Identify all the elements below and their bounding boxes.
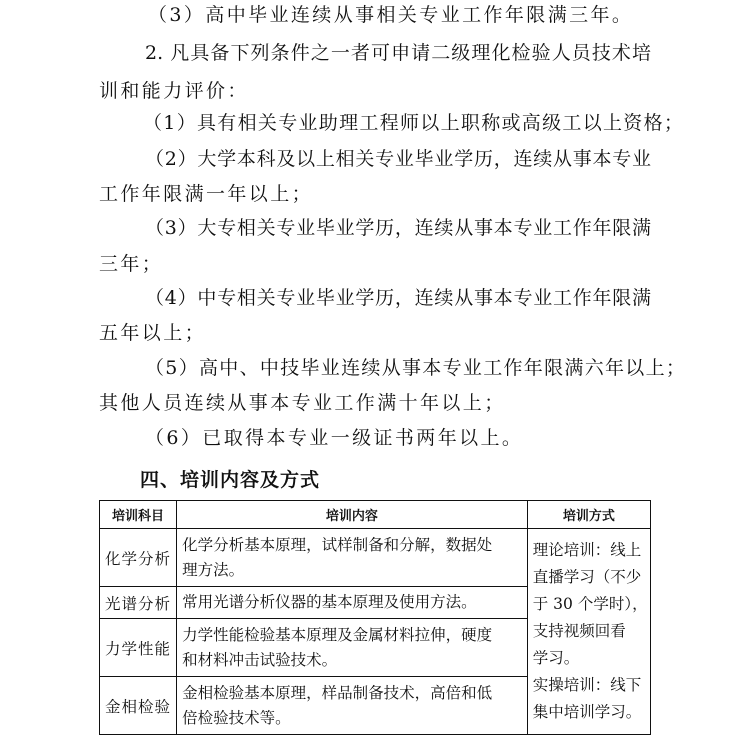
section-heading: 四、培训内容及方式	[140, 469, 321, 491]
paragraph-level2-condition-3-line-1: （3）大专相关专业毕业学历，连续从事本专业工作年限满	[145, 217, 651, 239]
paragraph-level2-condition-6: （6）已取得本专业一级证书两年以上。	[145, 427, 524, 449]
subject-cell: 化学分析	[100, 529, 177, 587]
method-line: 支持视频回看	[532, 622, 626, 640]
paragraph-level2-condition-2-line-1: （2）大学本科及以上相关专业毕业学历，连续从事本专业	[145, 148, 651, 170]
paragraph-level2-condition-2-line-2: 工作年限满一年以上；	[99, 183, 314, 205]
paragraph-level2-condition-1: （1）具有相关专业助理工程师以上职称或高级工以上资格；	[143, 112, 685, 134]
method-line: 学习。	[532, 649, 580, 667]
subject-cell: 光谱分析	[100, 587, 177, 619]
paragraph-item-2-line-1: 2. 凡具备下列条件之一者可申请二级理化检验人员技术培	[145, 42, 651, 64]
content-cell	[177, 587, 528, 619]
subject-cell: 力学性能	[100, 619, 177, 677]
content-line: 力学性能检验基本原理及金属材料拉伸，硬度	[182, 625, 493, 644]
method-line: 理论培训：线上	[532, 541, 642, 559]
method-cell	[527, 529, 650, 735]
table-row	[100, 529, 651, 587]
header-subject: 培训科目	[100, 501, 177, 529]
method-line: 集中培训学习。	[532, 703, 642, 721]
paragraph-level2-condition-5-line-1: （5）高中、中技毕业连续从事本专业工作年限满六年以上；	[145, 357, 687, 379]
method-line: 实操培训：线下	[532, 676, 642, 694]
paragraph-level2-condition-4-line-1: （4）中专相关专业毕业学历，连续从事本专业工作年限满	[145, 287, 651, 309]
paragraph-condition-3: （3）高中毕业连续从事相关专业工作年限满三年。	[148, 4, 634, 26]
content-line: 化学分析基本原理，试样制备和分解，数据处	[182, 535, 493, 554]
header-method: 培训方式	[527, 501, 650, 529]
content-line: 倍检验技术等。	[182, 708, 291, 727]
method-line: 直播学习（不少	[532, 568, 642, 586]
paragraph-level2-condition-5-line-2: 其他人员连续从事本专业工作满十年以上；	[99, 392, 506, 414]
content-line: 常用光谱分析仪器的基本原理及使用方法。	[182, 593, 477, 611]
paragraph-level2-condition-4-line-2: 五年以上；	[99, 322, 207, 344]
training-table	[99, 500, 651, 735]
content-cell	[177, 619, 528, 677]
content-line: 理方法。	[182, 560, 245, 579]
paragraph-level2-condition-3-line-2: 三年；	[99, 253, 164, 275]
method-line: 于 30 个学时），	[532, 595, 648, 613]
content-line: 金相检验基本原理，样品制备技术，高倍和低	[182, 683, 493, 702]
content-cell	[177, 529, 528, 587]
header-content: 培训内容	[177, 501, 528, 529]
content-cell	[177, 677, 528, 735]
subject-cell: 金相检验	[100, 677, 177, 735]
content-line: 和材料冲击试验技术。	[182, 650, 338, 669]
paragraph-item-2-line-2: 训和能力评价：	[99, 80, 249, 102]
table-header-row	[100, 501, 651, 529]
